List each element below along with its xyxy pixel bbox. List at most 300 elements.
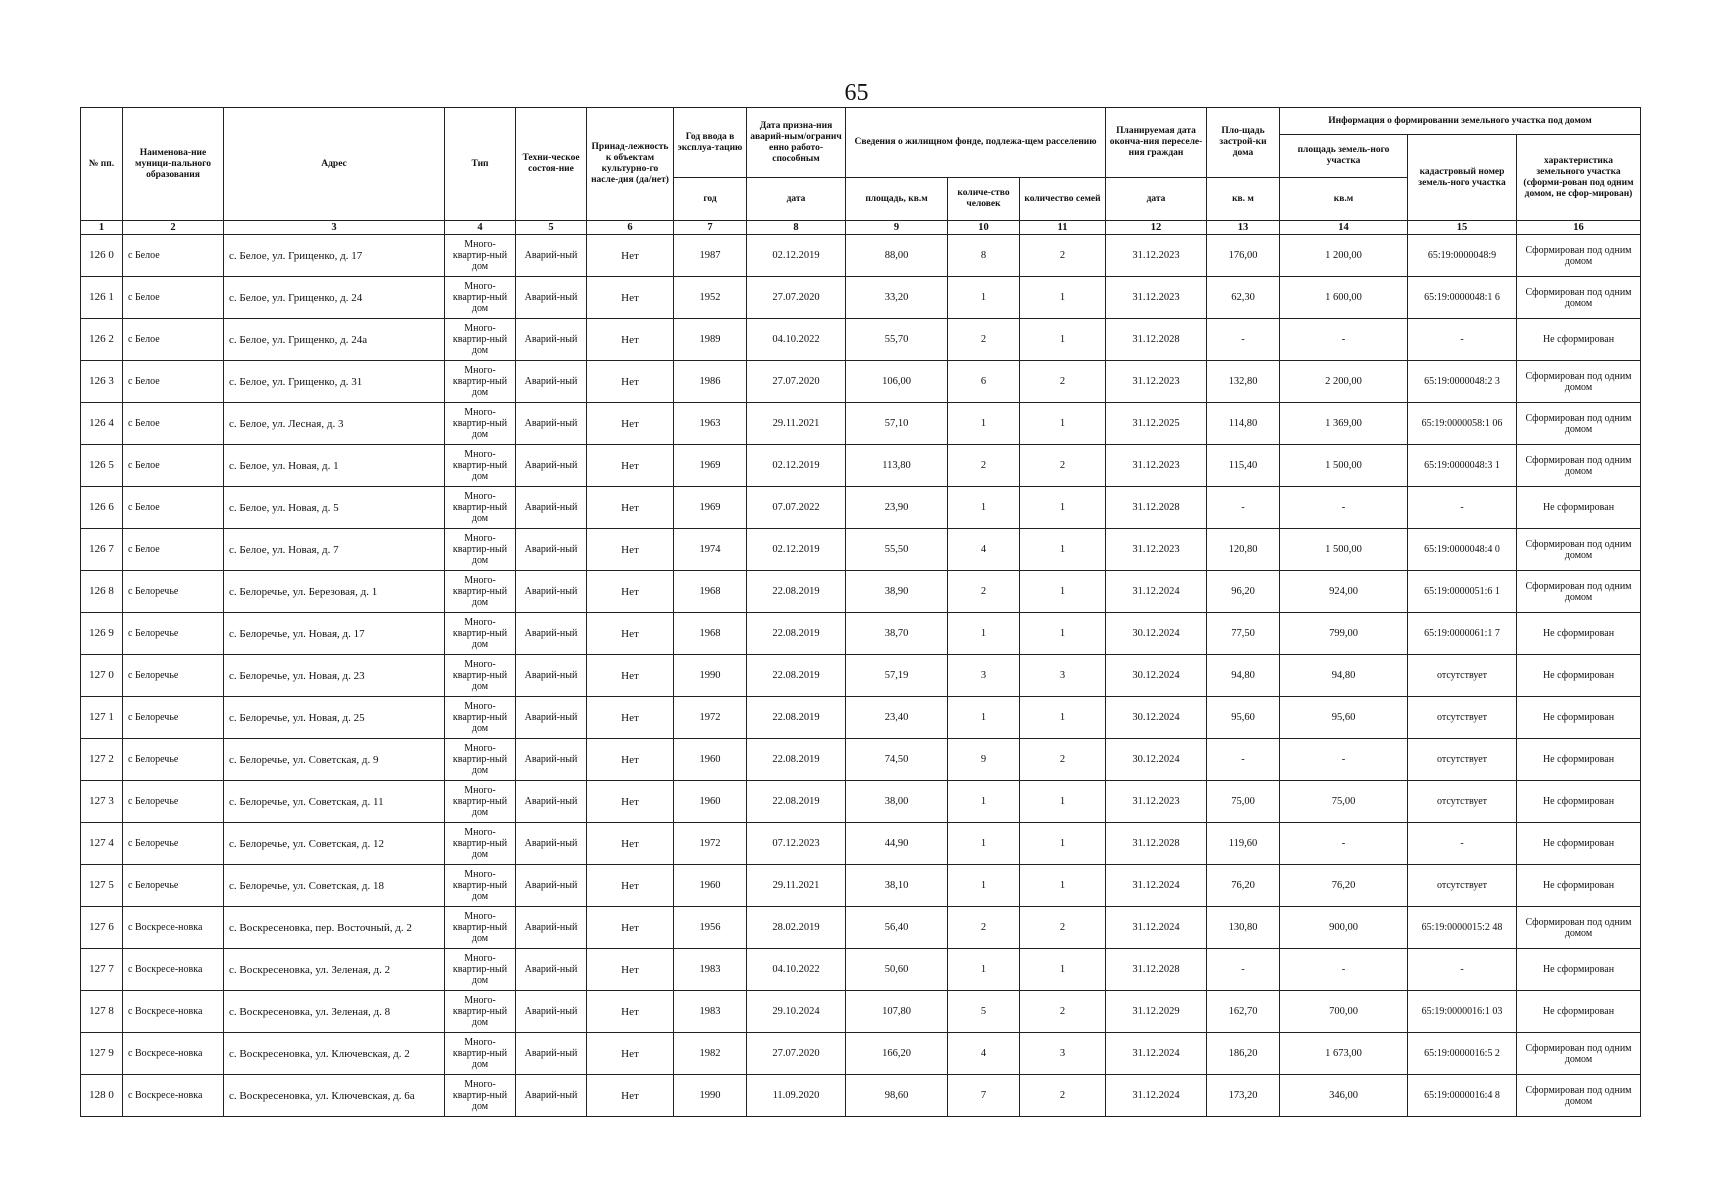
- cell-land-characteristic: Сформирован под одним домом: [1517, 361, 1641, 403]
- column-number: 2: [123, 221, 224, 235]
- cell-cadastral-number: отсутствует: [1408, 781, 1517, 823]
- column-number: 14: [1280, 221, 1408, 235]
- cell-address: с. Белое, ул. Грищенко, д. 24: [224, 277, 445, 319]
- cell-people: 1: [948, 949, 1020, 991]
- table-row: [81, 1033, 1641, 1075]
- header-land-characteristic: характеристика земельного участка (сформи-рован под одним домом, не сфор-мирован): [1517, 135, 1641, 221]
- header-building-area: Пло-щадь застрой-ки дома: [1207, 108, 1280, 178]
- cell-building-area: 119,60: [1207, 823, 1280, 865]
- cell-year: 1990: [674, 1075, 747, 1117]
- cell-families: 3: [1020, 655, 1106, 697]
- cell-people: 8: [948, 235, 1020, 277]
- cell-land-area: -: [1280, 949, 1408, 991]
- cell-emergency-date: 22.08.2019: [747, 697, 846, 739]
- cell-families: 1: [1020, 403, 1106, 445]
- cell-address: с. Воскресеновка, пер. Восточный, д. 2: [224, 907, 445, 949]
- cell-building-area: 114,80: [1207, 403, 1280, 445]
- cell-area: 55,50: [846, 529, 948, 571]
- cell-area: 57,19: [846, 655, 948, 697]
- cell-technical-state: Аварий-ный: [516, 529, 587, 571]
- cell-land-characteristic: Не сформирован: [1517, 991, 1641, 1033]
- table-row: [81, 571, 1641, 613]
- table-row: [81, 907, 1641, 949]
- cell-type: Много-квартир-ный дом: [445, 1033, 516, 1075]
- cell-area: 88,00: [846, 235, 948, 277]
- header-type: Тип: [445, 108, 516, 221]
- cell-area: 106,00: [846, 361, 948, 403]
- cell-building-area: 115,40: [1207, 445, 1280, 487]
- cell-heritage: Нет: [587, 949, 674, 991]
- cell-people: 4: [948, 1033, 1020, 1075]
- cell-building-area: 186,20: [1207, 1033, 1280, 1075]
- column-number: 3: [224, 221, 445, 235]
- cell-land-characteristic: Сформирован под одним домом: [1517, 403, 1641, 445]
- cell-municipality: с Белоречье: [123, 655, 224, 697]
- cell-heritage: Нет: [587, 361, 674, 403]
- cell-land-area: 95,60: [1280, 697, 1408, 739]
- cell-municipality: с Белоречье: [123, 781, 224, 823]
- cell-emergency-date: 29.10.2024: [747, 991, 846, 1033]
- column-number-row: [81, 221, 1641, 235]
- cell-land-characteristic: Не сформирован: [1517, 739, 1641, 781]
- cell-number: 126 0: [81, 235, 123, 277]
- cell-land-area: 1 500,00: [1280, 445, 1408, 487]
- cell-area: 56,40: [846, 907, 948, 949]
- header-housing-group: Сведения о жилищном фонде, подлежа-щем расселению: [846, 108, 1106, 178]
- cell-year: 1969: [674, 445, 747, 487]
- cell-address: с. Белоречье, ул. Новая, д. 23: [224, 655, 445, 697]
- cell-technical-state: Аварий-ный: [516, 697, 587, 739]
- cell-land-characteristic: Не сформирован: [1517, 781, 1641, 823]
- cell-address: с. Белоречье, ул. Новая, д. 25: [224, 697, 445, 739]
- cell-type: Много-квартир-ный дом: [445, 781, 516, 823]
- cell-heritage: Нет: [587, 403, 674, 445]
- cell-emergency-date: 27.07.2020: [747, 277, 846, 319]
- header-technical-state: Техни-ческое состоя-ние: [516, 108, 587, 221]
- cell-technical-state: Аварий-ный: [516, 991, 587, 1033]
- cell-technical-state: Аварий-ный: [516, 277, 587, 319]
- cell-planned-date: 31.12.2023: [1106, 277, 1207, 319]
- cell-municipality: с Белоречье: [123, 823, 224, 865]
- cell-cadastral-number: 65:19:0000051:6 1: [1408, 571, 1517, 613]
- cell-land-characteristic: Сформирован под одним домом: [1517, 907, 1641, 949]
- cell-land-area: -: [1280, 487, 1408, 529]
- cell-land-characteristic: Не сформирован: [1517, 655, 1641, 697]
- cell-families: 1: [1020, 823, 1106, 865]
- cell-type: Много-квартир-ный дом: [445, 949, 516, 991]
- table-row: [81, 319, 1641, 361]
- cell-heritage: Нет: [587, 823, 674, 865]
- cell-land-characteristic: Сформирован под одним домом: [1517, 445, 1641, 487]
- cell-technical-state: Аварий-ный: [516, 949, 587, 991]
- cell-year: 1982: [674, 1033, 747, 1075]
- cell-number: 126 9: [81, 613, 123, 655]
- cell-heritage: Нет: [587, 781, 674, 823]
- cell-area: 23,40: [846, 697, 948, 739]
- cell-number: 126 7: [81, 529, 123, 571]
- cell-municipality: с Белое: [123, 235, 224, 277]
- cell-cadastral-number: отсутствует: [1408, 739, 1517, 781]
- column-number: 1: [81, 221, 123, 235]
- cell-cadastral-number: отсутствует: [1408, 865, 1517, 907]
- column-number: 5: [516, 221, 587, 235]
- cell-year: 1968: [674, 613, 747, 655]
- table-row: [81, 529, 1641, 571]
- cell-type: Много-квартир-ный дом: [445, 571, 516, 613]
- cell-people: 2: [948, 571, 1020, 613]
- cell-building-area: 162,70: [1207, 991, 1280, 1033]
- cell-people: 1: [948, 403, 1020, 445]
- cell-area: 38,00: [846, 781, 948, 823]
- cell-heritage: Нет: [587, 1033, 674, 1075]
- cell-area: 50,60: [846, 949, 948, 991]
- cell-families: 2: [1020, 1075, 1106, 1117]
- cell-area: 166,20: [846, 1033, 948, 1075]
- cell-planned-date: 31.12.2025: [1106, 403, 1207, 445]
- cell-land-area: -: [1280, 823, 1408, 865]
- cell-number: 126 1: [81, 277, 123, 319]
- cell-address: с. Белое, ул. Лесная, д. 3: [224, 403, 445, 445]
- cell-technical-state: Аварий-ный: [516, 823, 587, 865]
- cell-cadastral-number: 65:19:0000048:3 1: [1408, 445, 1517, 487]
- cell-cadastral-number: -: [1408, 319, 1517, 361]
- cell-type: Много-квартир-ный дом: [445, 613, 516, 655]
- column-number: 11: [1020, 221, 1106, 235]
- cell-land-area: 2 200,00: [1280, 361, 1408, 403]
- cell-people: 2: [948, 907, 1020, 949]
- cell-heritage: Нет: [587, 445, 674, 487]
- table-row: [81, 949, 1641, 991]
- table-row: [81, 697, 1641, 739]
- cell-building-area: 173,20: [1207, 1075, 1280, 1117]
- cell-emergency-date: 22.08.2019: [747, 781, 846, 823]
- unit-land-sqm: кв.м: [1280, 178, 1408, 221]
- cell-type: Много-квартир-ный дом: [445, 865, 516, 907]
- cell-emergency-date: 27.07.2020: [747, 1033, 846, 1075]
- cell-heritage: Нет: [587, 865, 674, 907]
- cell-land-characteristic: Не сформирован: [1517, 697, 1641, 739]
- cell-families: 2: [1020, 235, 1106, 277]
- cell-address: с. Белое, ул. Грищенко, д. 24а: [224, 319, 445, 361]
- cell-number: 127 0: [81, 655, 123, 697]
- cell-type: Много-квартир-ный дом: [445, 361, 516, 403]
- cell-families: 1: [1020, 571, 1106, 613]
- cell-families: 2: [1020, 991, 1106, 1033]
- cell-type: Много-квартир-ный дом: [445, 907, 516, 949]
- cell-technical-state: Аварий-ный: [516, 445, 587, 487]
- cell-people: 2: [948, 319, 1020, 361]
- cell-cadastral-number: 65:19:0000048:4 0: [1408, 529, 1517, 571]
- cell-cadastral-number: 65:19:0000016:5 2: [1408, 1033, 1517, 1075]
- unit-people: количе-ство человек: [948, 178, 1020, 221]
- page-number: 65: [844, 80, 869, 106]
- cell-year: 1983: [674, 991, 747, 1033]
- table-row: [81, 613, 1641, 655]
- cell-emergency-date: 02.12.2019: [747, 529, 846, 571]
- cell-year: 1972: [674, 697, 747, 739]
- cell-address: с. Белое, ул. Новая, д. 7: [224, 529, 445, 571]
- cell-families: 1: [1020, 697, 1106, 739]
- unit-year: год: [674, 178, 747, 221]
- cell-planned-date: 31.12.2028: [1106, 319, 1207, 361]
- cell-number: 127 4: [81, 823, 123, 865]
- column-number: 16: [1517, 221, 1641, 235]
- cell-building-area: -: [1207, 487, 1280, 529]
- cell-families: 2: [1020, 739, 1106, 781]
- column-number: 13: [1207, 221, 1280, 235]
- cell-planned-date: 31.12.2023: [1106, 235, 1207, 277]
- cell-year: 1983: [674, 949, 747, 991]
- cell-municipality: с Белое: [123, 361, 224, 403]
- cell-technical-state: Аварий-ный: [516, 403, 587, 445]
- cell-municipality: с Воскресе-новка: [123, 1033, 224, 1075]
- table-row: [81, 823, 1641, 865]
- cell-families: 2: [1020, 445, 1106, 487]
- cell-year: 1989: [674, 319, 747, 361]
- cell-planned-date: 30.12.2024: [1106, 739, 1207, 781]
- cell-number: 128 0: [81, 1075, 123, 1117]
- table-body: [81, 235, 1641, 1117]
- cell-land-area: 924,00: [1280, 571, 1408, 613]
- cell-year: 1952: [674, 277, 747, 319]
- cell-area: 38,70: [846, 613, 948, 655]
- header-heritage: Принад-лежность к объектам культурно-го насле-дия (да/нет): [587, 108, 674, 221]
- cell-building-area: 96,20: [1207, 571, 1280, 613]
- cell-emergency-date: 22.08.2019: [747, 571, 846, 613]
- cell-land-characteristic: Сформирован под одним домом: [1517, 1033, 1641, 1075]
- cell-building-area: -: [1207, 319, 1280, 361]
- cell-heritage: Нет: [587, 739, 674, 781]
- cell-number: 127 9: [81, 1033, 123, 1075]
- cell-year: 1969: [674, 487, 747, 529]
- cell-land-area: 1 200,00: [1280, 235, 1408, 277]
- table-row: [81, 403, 1641, 445]
- cell-type: Много-квартир-ный дом: [445, 1075, 516, 1117]
- cell-people: 7: [948, 1075, 1020, 1117]
- cell-emergency-date: 04.10.2022: [747, 319, 846, 361]
- cell-cadastral-number: -: [1408, 823, 1517, 865]
- cell-heritage: Нет: [587, 529, 674, 571]
- cell-address: с. Белоречье, ул. Березовая, д. 1: [224, 571, 445, 613]
- cell-people: 1: [948, 613, 1020, 655]
- cell-address: с. Воскресеновка, ул. Зеленая, д. 8: [224, 991, 445, 1033]
- cell-area: 44,90: [846, 823, 948, 865]
- cell-type: Много-квартир-ный дом: [445, 487, 516, 529]
- cell-land-area: 76,20: [1280, 865, 1408, 907]
- cell-heritage: Нет: [587, 907, 674, 949]
- cell-emergency-date: 02.12.2019: [747, 235, 846, 277]
- cell-building-area: 132,80: [1207, 361, 1280, 403]
- cell-land-characteristic: Не сформирован: [1517, 613, 1641, 655]
- table-row: [81, 445, 1641, 487]
- cell-type: Много-квартир-ный дом: [445, 403, 516, 445]
- cell-heritage: Нет: [587, 697, 674, 739]
- cell-building-area: 120,80: [1207, 529, 1280, 571]
- cell-heritage: Нет: [587, 487, 674, 529]
- cell-emergency-date: 04.10.2022: [747, 949, 846, 991]
- cell-building-area: 75,00: [1207, 781, 1280, 823]
- cell-address: с. Воскресеновка, ул. Зеленая, д. 2: [224, 949, 445, 991]
- cell-municipality: с Белое: [123, 277, 224, 319]
- cell-technical-state: Аварий-ный: [516, 319, 587, 361]
- cell-cadastral-number: 65:19:0000048:9: [1408, 235, 1517, 277]
- table-row: [81, 277, 1641, 319]
- cell-year: 1960: [674, 739, 747, 781]
- cell-technical-state: Аварий-ный: [516, 361, 587, 403]
- cell-address: с. Белоречье, ул. Новая, д. 17: [224, 613, 445, 655]
- cell-planned-date: 30.12.2024: [1106, 697, 1207, 739]
- cell-land-area: 1 600,00: [1280, 277, 1408, 319]
- cell-type: Много-квартир-ный дом: [445, 277, 516, 319]
- header-cadastral-number: кадастровый номер земель-ного участка: [1408, 135, 1517, 221]
- cell-building-area: 176,00: [1207, 235, 1280, 277]
- cell-number: 126 2: [81, 319, 123, 361]
- cell-area: 57,10: [846, 403, 948, 445]
- cell-land-area: 1 500,00: [1280, 529, 1408, 571]
- cell-land-area: -: [1280, 319, 1408, 361]
- cell-heritage: Нет: [587, 655, 674, 697]
- cell-technical-state: Аварий-ный: [516, 781, 587, 823]
- cell-land-characteristic: Не сформирован: [1517, 319, 1641, 361]
- cell-municipality: с Воскресе-новка: [123, 907, 224, 949]
- cell-families: 1: [1020, 949, 1106, 991]
- cell-municipality: с Воскресе-новка: [123, 1075, 224, 1117]
- cell-emergency-date: 29.11.2021: [747, 403, 846, 445]
- unit-date: дата: [747, 178, 846, 221]
- cell-heritage: Нет: [587, 1075, 674, 1117]
- cell-land-characteristic: Не сформирован: [1517, 487, 1641, 529]
- cell-people: 1: [948, 865, 1020, 907]
- header-address: Адрес: [224, 108, 445, 221]
- cell-municipality: с Белое: [123, 487, 224, 529]
- cell-planned-date: 30.12.2024: [1106, 613, 1207, 655]
- cell-year: 1986: [674, 361, 747, 403]
- cell-number: 127 3: [81, 781, 123, 823]
- cell-year: 1974: [674, 529, 747, 571]
- header-emergency-date: Дата призна-ния аварий-ным/огранич енно работо-способным: [747, 108, 846, 178]
- cell-building-area: 130,80: [1207, 907, 1280, 949]
- cell-people: 1: [948, 697, 1020, 739]
- unit-sqm: кв. м: [1207, 178, 1280, 221]
- cell-area: 55,70: [846, 319, 948, 361]
- cell-number: 127 5: [81, 865, 123, 907]
- cell-planned-date: 31.12.2023: [1106, 781, 1207, 823]
- cell-heritage: Нет: [587, 277, 674, 319]
- cell-planned-date: 31.12.2024: [1106, 865, 1207, 907]
- cell-building-area: -: [1207, 739, 1280, 781]
- cell-technical-state: Аварий-ный: [516, 613, 587, 655]
- cell-type: Много-квартир-ный дом: [445, 235, 516, 277]
- cell-address: с. Белоречье, ул. Советская, д. 11: [224, 781, 445, 823]
- cell-area: 113,80: [846, 445, 948, 487]
- cell-municipality: с Белоречье: [123, 571, 224, 613]
- unit-plan-date: дата: [1106, 178, 1207, 221]
- cell-land-characteristic: Не сформирован: [1517, 949, 1641, 991]
- cell-planned-date: 30.12.2024: [1106, 655, 1207, 697]
- cell-year: 1987: [674, 235, 747, 277]
- cell-cadastral-number: отсутствует: [1408, 697, 1517, 739]
- cell-families: 2: [1020, 361, 1106, 403]
- cell-emergency-date: 02.12.2019: [747, 445, 846, 487]
- unit-area: площадь, кв.м: [846, 178, 948, 221]
- cell-cadastral-number: 65:19:0000048:1 6: [1408, 277, 1517, 319]
- cell-people: 1: [948, 277, 1020, 319]
- cell-building-area: -: [1207, 949, 1280, 991]
- table-row: [81, 487, 1641, 529]
- cell-municipality: с Воскресе-новка: [123, 949, 224, 991]
- cell-area: 38,10: [846, 865, 948, 907]
- cell-cadastral-number: -: [1408, 487, 1517, 529]
- cell-building-area: 94,80: [1207, 655, 1280, 697]
- cell-land-characteristic: Сформирован под одним домом: [1517, 529, 1641, 571]
- cell-planned-date: 31.12.2023: [1106, 361, 1207, 403]
- cell-cadastral-number: 65:19:0000058:1 06: [1408, 403, 1517, 445]
- cell-technical-state: Аварий-ный: [516, 907, 587, 949]
- cell-type: Много-квартир-ный дом: [445, 823, 516, 865]
- cell-land-area: 700,00: [1280, 991, 1408, 1033]
- cell-area: 98,60: [846, 1075, 948, 1117]
- cell-people: 4: [948, 529, 1020, 571]
- cell-cadastral-number: отсутствует: [1408, 655, 1517, 697]
- cell-families: 1: [1020, 613, 1106, 655]
- cell-land-area: 94,80: [1280, 655, 1408, 697]
- cell-municipality: с Белоречье: [123, 613, 224, 655]
- cell-type: Много-квартир-ный дом: [445, 655, 516, 697]
- header-land-area: площадь земель-ного участка: [1280, 135, 1408, 178]
- table-row: [81, 1075, 1641, 1117]
- cell-people: 1: [948, 823, 1020, 865]
- cell-land-characteristic: Сформирован под одним домом: [1517, 571, 1641, 613]
- cell-municipality: с Воскресе-новка: [123, 991, 224, 1033]
- cell-land-characteristic: Не сформирован: [1517, 823, 1641, 865]
- cell-heritage: Нет: [587, 991, 674, 1033]
- cell-land-characteristic: Не сформирован: [1517, 865, 1641, 907]
- cell-address: с. Белое, ул. Грищенко, д. 17: [224, 235, 445, 277]
- cell-families: 3: [1020, 1033, 1106, 1075]
- cell-building-area: 77,50: [1207, 613, 1280, 655]
- column-number: 15: [1408, 221, 1517, 235]
- table-row: [81, 739, 1641, 781]
- column-number: 8: [747, 221, 846, 235]
- cell-technical-state: Аварий-ный: [516, 865, 587, 907]
- cell-people: 1: [948, 487, 1020, 529]
- cell-planned-date: 31.12.2029: [1106, 991, 1207, 1033]
- table-row: [81, 655, 1641, 697]
- unit-families: количество семей: [1020, 178, 1106, 221]
- cell-technical-state: Аварий-ный: [516, 487, 587, 529]
- cell-number: 127 8: [81, 991, 123, 1033]
- cell-technical-state: Аварий-ный: [516, 739, 587, 781]
- cell-year: 1956: [674, 907, 747, 949]
- cell-number: 127 2: [81, 739, 123, 781]
- cell-emergency-date: 07.07.2022: [747, 487, 846, 529]
- cell-planned-date: 31.12.2023: [1106, 445, 1207, 487]
- cell-number: 126 8: [81, 571, 123, 613]
- cell-municipality: с Белое: [123, 529, 224, 571]
- cell-land-area: 1 673,00: [1280, 1033, 1408, 1075]
- table-row: [81, 991, 1641, 1033]
- cell-address: с. Белоречье, ул. Советская, д. 9: [224, 739, 445, 781]
- cell-land-area: 900,00: [1280, 907, 1408, 949]
- cell-address: с. Белоречье, ул. Советская, д. 12: [224, 823, 445, 865]
- cell-families: 1: [1020, 781, 1106, 823]
- cell-municipality: с Белое: [123, 319, 224, 361]
- cell-planned-date: 31.12.2028: [1106, 487, 1207, 529]
- cell-cadastral-number: 65:19:0000015:2 48: [1408, 907, 1517, 949]
- table-header: [81, 108, 1641, 235]
- table-row: [81, 361, 1641, 403]
- cell-emergency-date: 27.07.2020: [747, 361, 846, 403]
